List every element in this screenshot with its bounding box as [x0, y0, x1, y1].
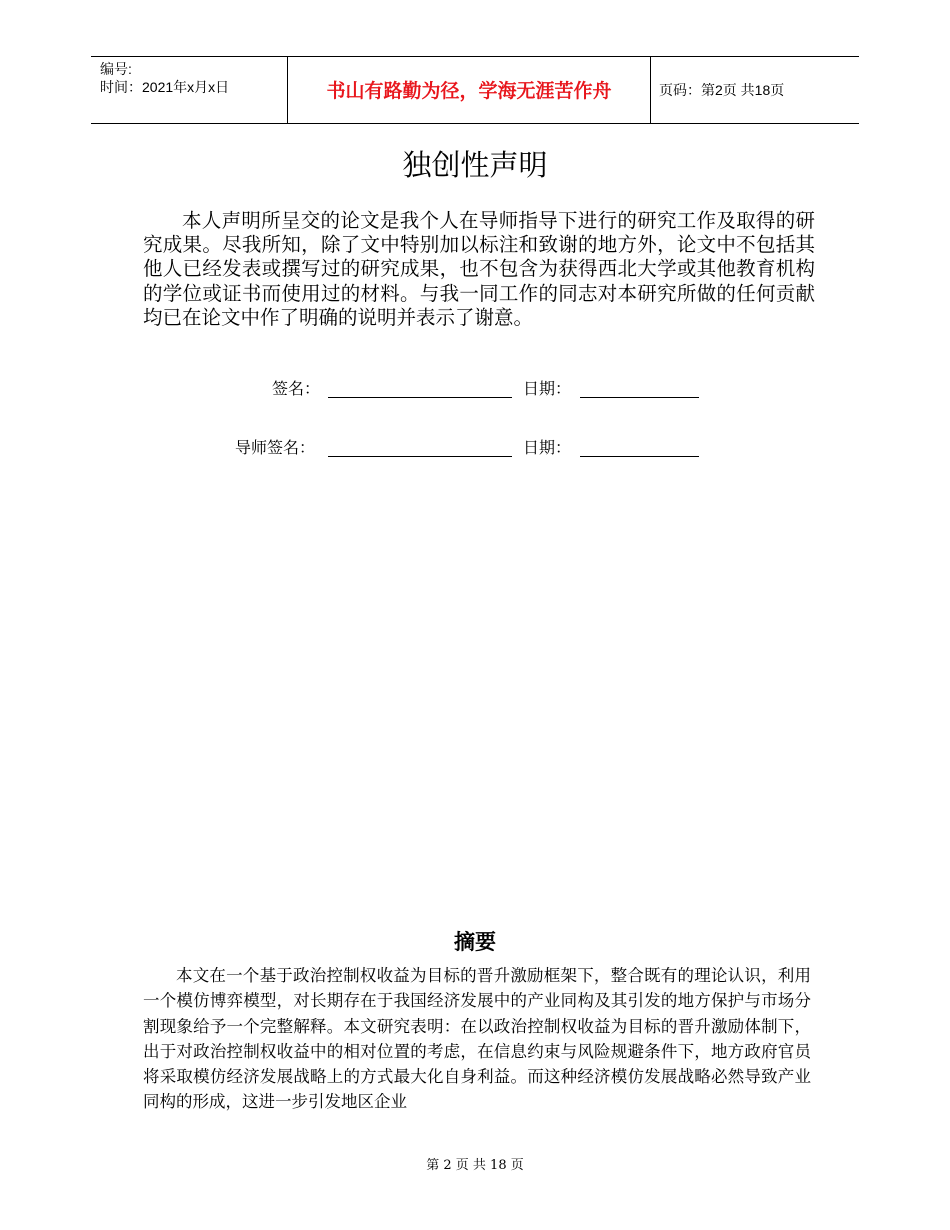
advisor-date-label: 日期： — [523, 438, 572, 457]
declaration-title: 独创性声明 — [402, 148, 548, 182]
page-header — [91, 56, 859, 124]
signature-line[interactable] — [328, 397, 512, 398]
signature-date-line[interactable] — [580, 397, 699, 398]
abstract-body — [143, 963, 811, 1115]
declaration-paragraph: 本人声明所呈交的论文是我个人在导师指导下进行的研究工作及取得的研究成果。尽我所知，除了文中特别加以标注和致谢的地方外，论文中不包括其他人已经发表或撰写过的研究成果，也不包含为获得西北大学或其他教育机构的学位或证书而使用过的材料。与我一同工作的同志对本研究所做的任何贡献均已在论文中作了明确的说明并表示了谢意。 — [143, 209, 815, 329]
advisor-date-line[interactable] — [580, 456, 699, 457]
advisor-signature-line[interactable] — [328, 456, 512, 457]
header-page-cell — [650, 57, 859, 123]
time-label: 时间：2021年x月x日 — [100, 79, 230, 95]
signature-date-label: 日期： — [523, 379, 572, 398]
signature-label: 签名： — [272, 379, 321, 398]
header-page-info: 页码：第2页 共18页 — [659, 82, 785, 98]
header-motto: 书山有路勤为径，学海无涯苦作舟 — [326, 80, 612, 102]
advisor-signature-label: 导师签名： — [235, 438, 316, 457]
serial-number-label: 编号: — [100, 61, 132, 77]
abstract-paragraph: 本文在一个基于政治控制权收益为目标的晋升激励框架下，整合既有的理论认识，利用一个模仿博弈模型，对长期存在于我国经济发展中的产业同构及其引发的地方保护与市场分割现象给予一个完整解释。本文研究表明：在以政治控制权收益为目标的晋升激励体制下，出于对政治控制权收益中的相对位置的考虑，在信息约束与风险规避条件下，地方政府官员将采取模仿经济发展战略上的方式最大化自身利益。而这种经济模仿发展战略必然导致产业同构的形成，这进一步引发地区企业 — [143, 966, 811, 1112]
header-motto-cell — [287, 57, 651, 123]
page-footer: 第 2 页 共 18 页 — [426, 1158, 524, 1173]
abstract-title: 摘要 — [454, 930, 496, 954]
header-meta-cell — [91, 57, 287, 123]
declaration-body — [143, 209, 815, 330]
